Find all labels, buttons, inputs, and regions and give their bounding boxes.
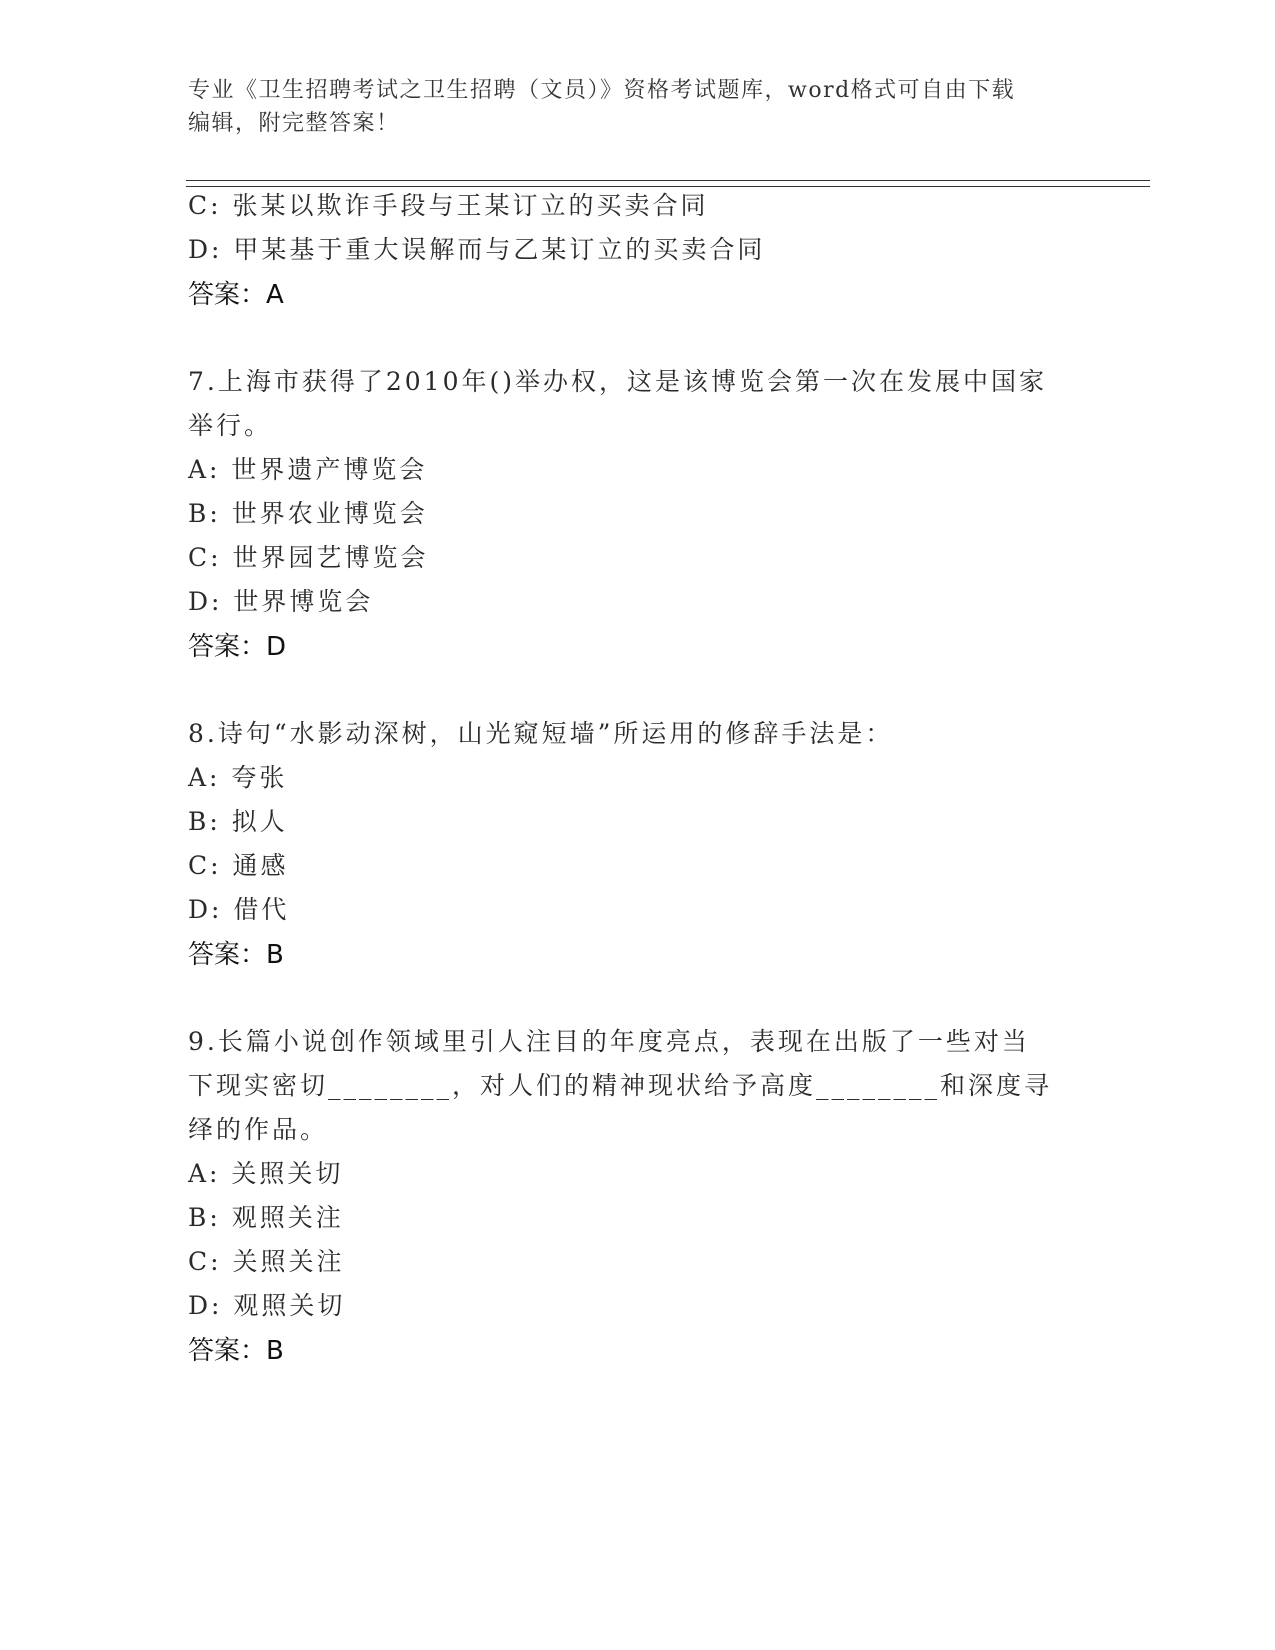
question-8-option-d: D: 借代 [188,895,290,924]
question-7-stem-line-1: 7.上海市获得了2010年()举办权，这是该博览会第一次在发展中国家 [188,367,1047,396]
question-9-answer: 答案：B [188,1336,284,1366]
question-9-stem-line-2: 下现实密切________，对人们的精神现状给予高度________和深度寻 [188,1071,1053,1100]
question-7-stem-line-2: 举行。 [188,411,273,440]
question-9-option-b: B: 观照关注 [188,1203,344,1232]
question-9-option-a: A: 关照关切 [188,1159,344,1188]
question-8-option-b: B: 拟人 [188,807,288,836]
question-8-answer: 答案：B [188,940,284,970]
question-7-option-a: A: 世界遗产博览会 [188,455,428,484]
question-7-option-c: C: 世界园艺博览会 [188,543,429,572]
answer-label: 答案：A [188,280,284,310]
header-line-1: 专业《卫生招聘考试之卫生招聘（文员）》资格考试题库，word格式可自由下载 [188,78,1016,103]
document-header [188,74,1088,140]
question-9-stem-line-3: 绎的作品。 [188,1115,329,1144]
question-9-stem-line-1: 9.长篇小说创作领域里引人注目的年度亮点，表现在出版了一些对当 [188,1027,1030,1056]
question-9-option-d: D: 观照关切 [188,1291,346,1320]
header-line-2: 编辑，附完整答案！ [188,111,400,136]
question-8-option-c: C: 通感 [188,851,289,880]
question-8-option-a: A: 夸张 [188,763,288,792]
question-7-option-b: B: 世界农业博览会 [188,499,428,528]
option-d: D: 甲某基于重大误解而与乙某订立的买卖合同 [188,235,766,264]
question-7-option-d: D: 世界博览会 [188,587,374,616]
question-8-stem-line-1: 8.诗句“水影动深树，山光窥短墙”所运用的修辞手法是： [188,719,894,748]
question-9-option-c: C: 关照关注 [188,1247,345,1276]
question-7-answer: 答案：D [188,632,287,662]
option-c: C: 张某以欺诈手段与王某订立的买卖合同 [188,191,709,220]
